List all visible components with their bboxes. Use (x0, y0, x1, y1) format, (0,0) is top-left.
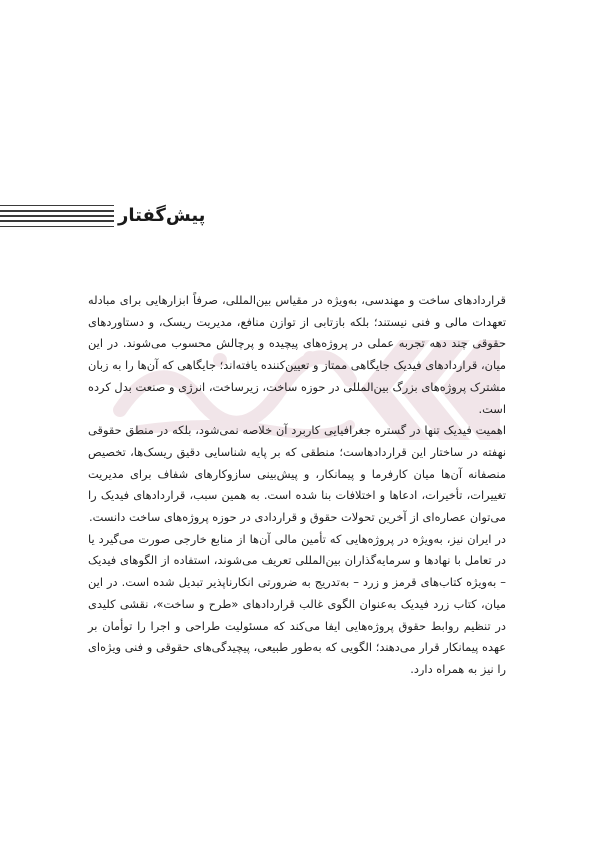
paragraph: قراردادهای ساخت و مهندسی، به‌ویژه در مقیاس بین‌المللی، صرفاً ابزارهایی برای مبادله تعهدات مالی و فنی نیستند؛ بلکه بازتابی از توازن منافع، مدیریت ریسک، و دستاوردهای حقوقی چند دهه تجربه عملی در پروژه‌های پیچیده و پرچالش محسوب می‌شوند. در این میان، قراردادهای فیدیک جایگاهی ممتاز و تعیین‌کننده یافته‌اند؛ جایگاهی که آن‌ها را به زبان مشترک پروژه‌های بزرگ بین‌المللی در حوزه ساخت، زیرساخت، انرژی و صنعت بدل کرده است. (88, 293, 506, 416)
heading-line (0, 220, 114, 221)
paragraph: اهمیت فیدیک تنها در گستره جغرافیایی کاربرد آن خلاصه نمی‌شود، بلکه در منطق حقوقی نهفته در ساختار این قراردادهاست؛ منطقی که بر پایه شناسایی دقیق ریسک‌ها، تخصیص منصفانه آن‌ها میان کارفرما و پیمانکار، و پیش‌بینی سازوکارهای شفاف برای مدیریت تغییرات، تأخیرات، ادعاها و اختلافات بنا شده است. به همین سبب، قراردادهای فیدیک را می‌توان عصاره‌ای از آخرین تحولات حقوق و قراردادی در حوزه پروژه‌های ساخت دانست. (88, 423, 506, 525)
paragraph: در ایران نیز، به‌ویژه در پروژه‌هایی که تأمین مالی آن‌ها از منابع خارجی صورت می‌گیرد یا در تعامل با نهادها و سرمایه‌گذاران بین‌المللی تعریف می‌شوند، استفاده از الگوهای فیدیک – به‌ویژه کتاب‌های قرمز و زرد – به‌تدریج به ضرورتی انکارناپذیر تبدیل شده است. در این میان، کتاب زرد فیدیک به‌عنوان الگوی غالب قراردادهای «طرح و ساخت»، نقشی کلیدی در تنظیم روابط حقوق پروژه‌هایی ایفا می‌کند که مسئولیت طراحی و اجرا را توأمان بر عهده پیمانکار قرار می‌دهند؛ الگویی که به‌طور طبیعی، پیچیدگی‌های حقوقی و فنی ویژه‌ای را نیز به همراه دارد. (88, 531, 506, 676)
heading-line (0, 210, 114, 211)
heading-line (0, 226, 114, 227)
heading-line (0, 215, 114, 216)
preface-body (88, 290, 506, 681)
page-title: پیش‌گفتار (118, 205, 206, 226)
heading-decorative-lines (0, 205, 114, 227)
heading-line (0, 205, 114, 206)
